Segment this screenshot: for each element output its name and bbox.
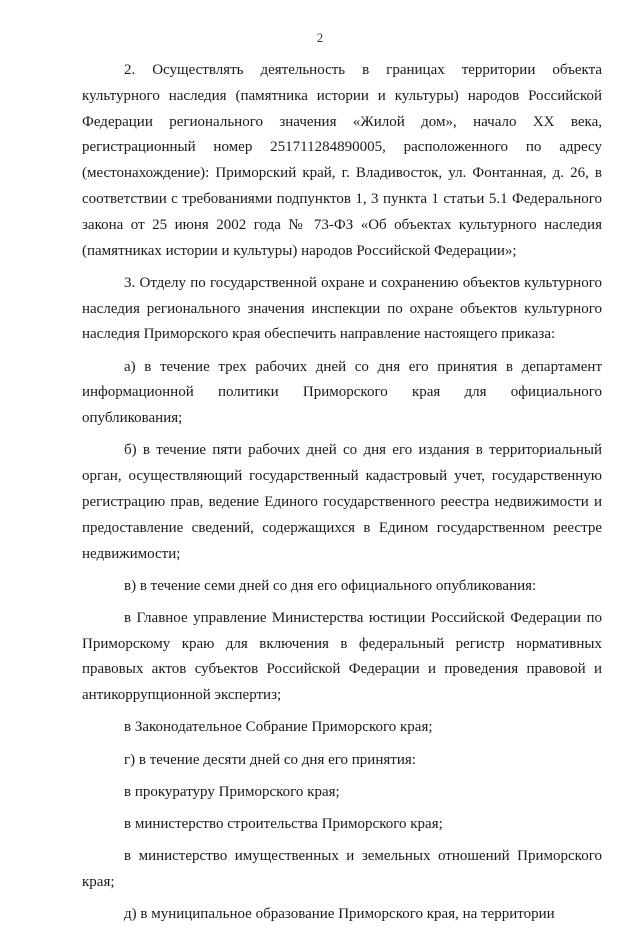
document-body <box>82 58 602 934</box>
subitem-v: в) в течение семи дней со дня его официального опубликования: <box>124 577 537 594</box>
recipient-legislative-assembly: в Законодательное Собрание Приморского края; <box>124 719 433 736</box>
subitem-b: б) в течение пяти рабочих дней со дня его издания в территориальный орган, осуществляющий государственный кадастровый учет, государственную регистрацию прав, ведение Единого государственного реестра недвижимости и предоставление сведений, содержащихся в Едином государственном реестре недвижимости; <box>82 442 602 562</box>
recipient-justice-ministry: в Главное управление Министерства юстиции Российской Федерации по Приморскому краю для включения в федеральный регистр нормативных правовых актов субъектов Российской Федерации и проведения правовой и антикоррупционной экспертиз; <box>82 609 602 704</box>
subitem-a: а) в течение трех рабочих дней со дня его принятия в департамент информационной политики Приморского края для официального опубликования; <box>82 358 602 427</box>
recipient-construction-ministry: в министерство строительства Приморского края; <box>124 816 443 833</box>
subitem-g: г) в течение десяти дней со дня его принятия: <box>124 751 416 768</box>
paragraph-item-2: 2. Осуществлять деятельность в границах территории объекта культурного наследия (памятника истории и культуры) народов Российской Федерации регионального значения «Жилой дом», начало XX века, регистрационный номер 251711284890005, расположенного по адресу (местонахождение): Приморский край, г. Владивосток, ул. Фонтанная, д. 26, в соответствии с требованиями подпунктов 1, 3 пункта 1 статьи 5.1 Федерального закона от 25 июня 2002 года № 73-ФЗ «Об объектах культурного наследия (памятниках истории и культуры) народов Российской Федерации»; <box>82 62 602 259</box>
subitem-d: д) в муниципальное образование Приморского края, на территории <box>124 906 555 923</box>
paragraph-item-3: 3. Отделу по государственной охране и сохранению объектов культурного наследия регионального значения инспекции по охране объектов культурного наследия Приморского края обеспечить направление настоящего приказа: <box>82 274 602 343</box>
recipient-property-ministry: в министерство имущественных и земельных отношений Приморского края; <box>82 848 602 891</box>
page-number: 2 <box>316 30 324 45</box>
recipient-prosecutor: в прокуратуру Приморского края; <box>124 783 340 800</box>
